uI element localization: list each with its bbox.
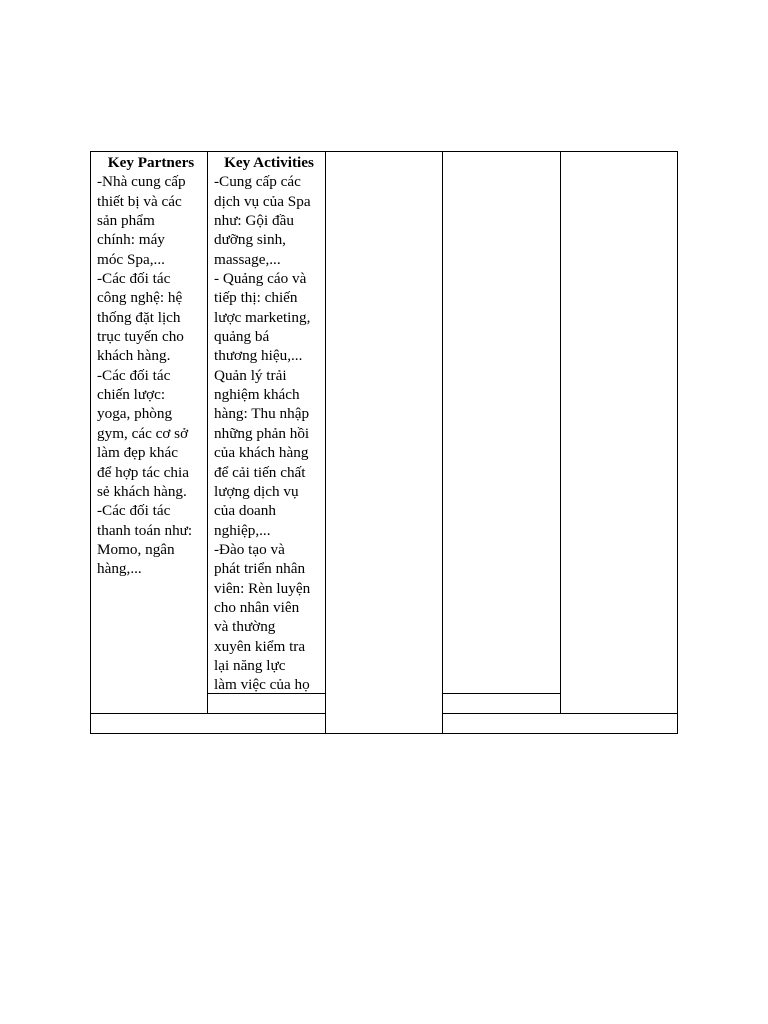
key-partners-line: -Các đối tác [97, 270, 171, 288]
key-activities-line: lược marketing, [214, 308, 311, 326]
table-border-bottom [90, 733, 678, 734]
key-partners-heading: Key Partners [107, 154, 195, 171]
key-activities-cell [214, 153, 324, 695]
key-activities-line: - Quảng cáo và [214, 270, 307, 288]
key-partners-line: hàng,... [97, 560, 142, 578]
key-partners-line: chiến lược: [97, 386, 166, 404]
key-resources-cell [208, 694, 325, 713]
key-activities-line: massage,... [214, 250, 281, 268]
key-partners-line: móc Spa,... [97, 250, 165, 268]
key-activities-line: viên: Rèn luyện [214, 579, 311, 597]
key-activities-line: thương hiệu,... [214, 347, 303, 365]
key-activities-line: của doanh [214, 502, 276, 520]
cost-structure-cell [91, 714, 325, 733]
key-activities-line: phát triển nhân [214, 560, 306, 578]
key-activities-line: những phản hồi [214, 424, 310, 442]
key-partners-line: thống đặt lịch [97, 308, 181, 326]
key-partners-line: yoga, phòng [97, 405, 173, 423]
table-border-left [90, 151, 91, 734]
key-partners-cell [97, 153, 205, 579]
customer-relationships-cell [443, 152, 560, 693]
key-activities-line: dịch vụ của Spa [214, 192, 311, 210]
key-activities-line: tiếp thị: chiến [214, 289, 298, 307]
key-partners-line: sản phẩm [97, 212, 155, 230]
key-activities-line: cho nhân viên [214, 598, 300, 616]
key-partners-line: -Các đối tác [97, 366, 171, 384]
key-partners-line: làm đẹp khác [97, 444, 178, 462]
key-activities-line: lượng dịch vụ [214, 482, 299, 500]
key-activities-line: -Đào tạo và [214, 540, 285, 558]
key-partners-line: -Các đối tác [97, 502, 171, 520]
key-partners-line: công nghệ: hệ [97, 289, 183, 307]
key-activities-line: và thường [214, 618, 276, 636]
key-activities-line: như: Gội đầu [214, 212, 294, 230]
key-activities-heading: Key Activities [224, 154, 314, 171]
revenue-streams-cell [443, 714, 677, 733]
key-activities-line: làm việc của họ [214, 676, 310, 694]
key-partners-line: trục tuyến cho [97, 328, 184, 346]
key-partners-line: để hợp tác chia [97, 463, 189, 481]
key-activities-line: nghiệm khách [214, 386, 300, 404]
business-model-canvas-table [90, 151, 678, 734]
key-activities-line: của khách hàng [214, 444, 309, 462]
key-activities-line: hàng: Thu nhập [214, 405, 310, 423]
value-propositions-cell [326, 152, 442, 733]
key-activities-line: Quản lý trải [214, 366, 287, 384]
key-partners-line: sẻ khách hàng. [97, 482, 187, 500]
key-partners-line: thiết bị và các [97, 192, 182, 210]
key-partners-line: -Nhà cung cấp [97, 173, 186, 191]
key-activities-line: xuyên kiểm tra [214, 637, 306, 655]
key-activities-line: để cải tiến chất [214, 463, 306, 481]
table-border-right [677, 151, 678, 734]
key-partners-line: chính: máy [97, 231, 165, 249]
key-partners-line: Momo, ngân [97, 540, 175, 558]
key-activities-line: lại năng lực [214, 656, 286, 674]
key-partners-line: thanh toán như: [97, 521, 193, 539]
customer-segments-cell [561, 152, 677, 713]
key-activities-line: -Cung cấp các [214, 173, 301, 191]
key-partners-line: gym, các cơ sở [97, 424, 189, 442]
key-partners-line: khách hàng. [97, 347, 171, 365]
key-activities-line: dưỡng sinh, [214, 231, 286, 249]
channels-cell [443, 694, 560, 713]
divider-partners-activities [207, 151, 208, 714]
key-activities-line: nghiệp,... [214, 521, 271, 539]
key-activities-line: quảng bá [214, 328, 270, 346]
